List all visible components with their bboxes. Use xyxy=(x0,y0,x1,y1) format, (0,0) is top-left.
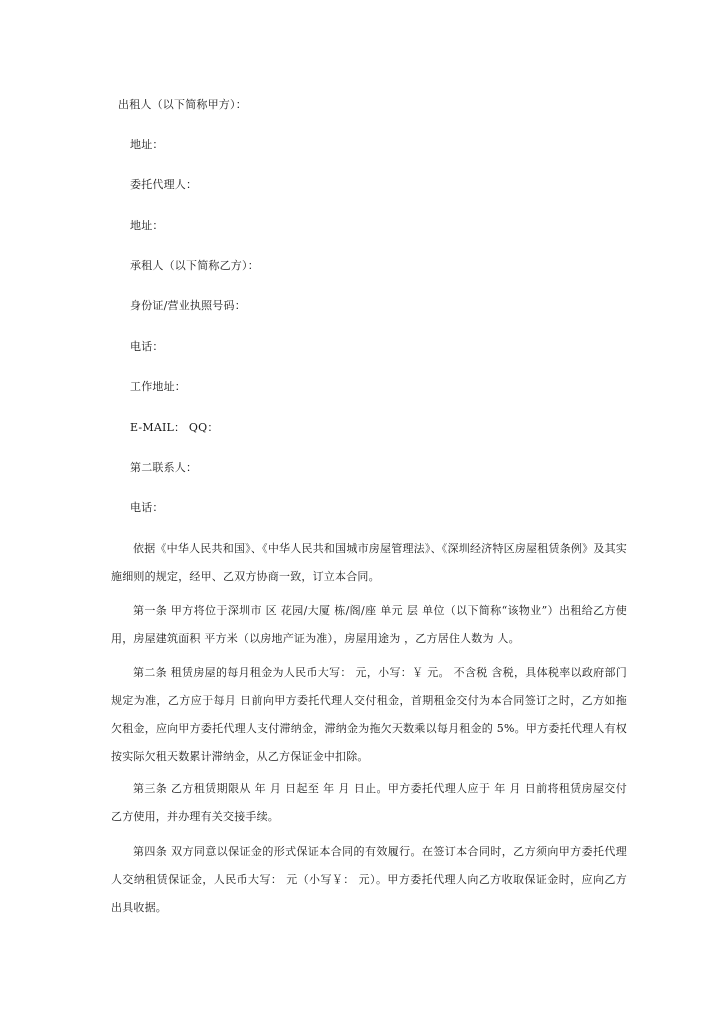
second-phone-field: 电话： xyxy=(130,501,164,514)
agent-field: 委托代理人： xyxy=(130,178,198,191)
email-qq-field: E-MAIL： QQ： xyxy=(130,421,219,434)
lessee-field: 承租人（以下简称乙方）： xyxy=(130,259,259,272)
article-3-paragraph: 第三条 乙方租赁期限从 年 月 日起至 年 月 日止。甲方委托代理人应于 年 月 日前将租赁房屋交付乙方使用，并办理有关交接手续。 xyxy=(111,782,627,823)
id-number-field: 身份证/营业执照号码： xyxy=(130,299,246,312)
work-address-field: 工作地址： xyxy=(130,380,186,393)
phone-field: 电话： xyxy=(130,340,164,353)
article-4-paragraph: 第四条 双方同意以保证金的形式保证本合同的有效履行。在签订本合同时，乙方须向甲方委托代理人交纳租赁保证金，人民币大写： 元（小写￥： 元）。甲方委托代理人向乙方收取保证金时，应向乙方出具收据。 xyxy=(111,845,627,914)
agent-address-field: 地址： xyxy=(130,219,164,232)
lessor-address-field: 地址： xyxy=(130,138,164,151)
article-1-paragraph: 第一条 甲方将位于深圳市 区 花园/大厦 栋/阁/座 单元 层 单位（以下简称“该物业”）出租给乙方使用，房屋建筑面积 平方米（以房地产证为准），房屋用途为 ，乙方居住人数为 人。 xyxy=(111,604,627,645)
preamble-paragraph: 依据《中华人民共和国》、《中华人民共和国城市房屋管理法》、《深圳经济特区房屋租赁条例》及其实施细则的规定，经甲、乙双方协商一致，订立本合同。 xyxy=(111,542,627,583)
second-contact-field: 第二联系人： xyxy=(130,461,198,474)
lessor-field: 出租人（以下简称甲方）： xyxy=(118,98,247,111)
article-2-paragraph: 第二条 租赁房屋的每月租金为人民币大写： 元，小写：￥ 元。 不含税 含税，具体税率以政府部门规定为准，乙方应于每月 日前向甲方委托代理人交付租金，首期租金交付为本合同签订之时，乙方如拖欠租金，应向甲方委托代理人支付滞纳金，滞纳金为拖欠天数乘以每月租金的 5%。甲方委托代理人有权按实际欠租天数累计滞纳金，从乙方保证金中扣除。 xyxy=(111,666,627,763)
